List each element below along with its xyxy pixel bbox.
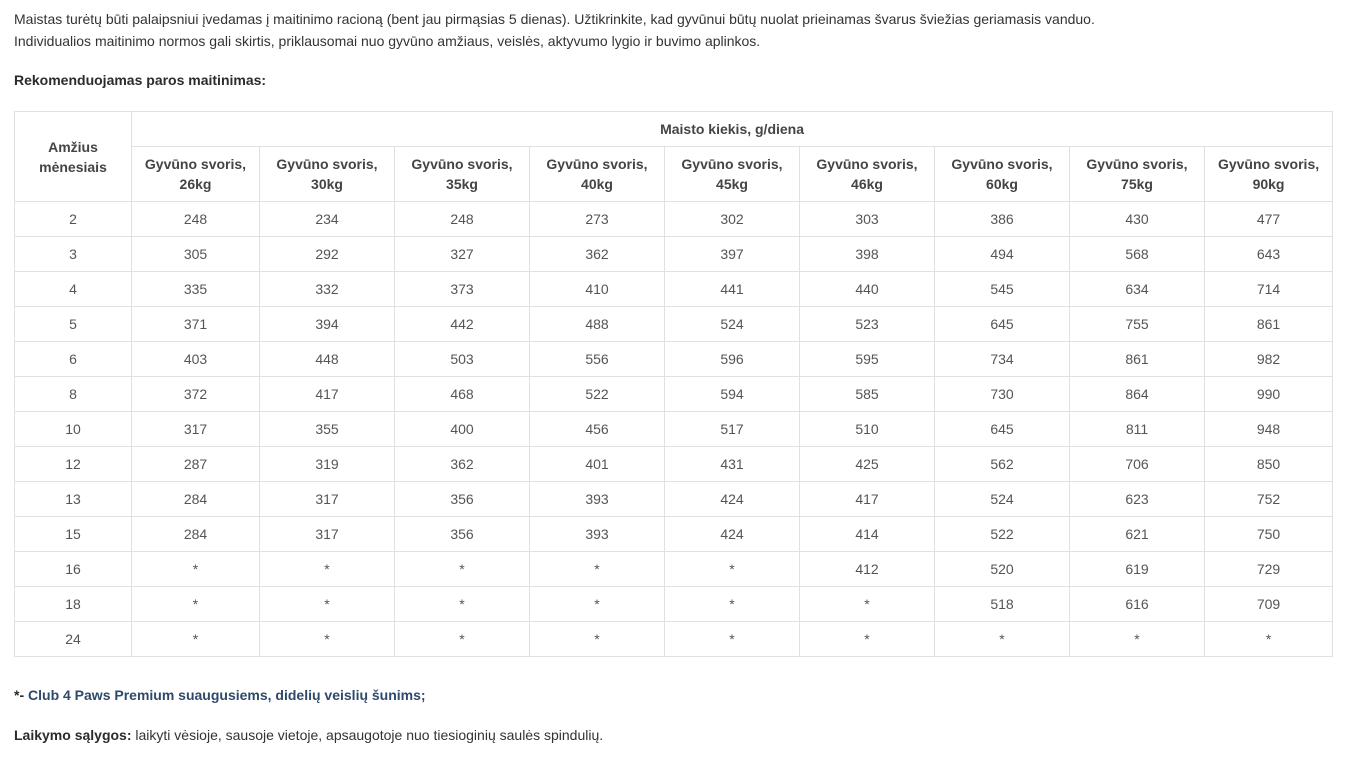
amount-cell: 645	[935, 307, 1070, 342]
amount-cell: 430	[1070, 202, 1205, 237]
table-row	[15, 202, 1333, 237]
amount-cell: 442	[395, 307, 530, 342]
weight-header: Gyvūno svoris, 75kg	[1070, 147, 1205, 202]
amount-cell: 634	[1070, 272, 1205, 307]
amount-cell: 440	[800, 272, 935, 307]
amount-cell: 623	[1070, 482, 1205, 517]
amount-cell: 371	[132, 307, 260, 342]
weight-header: Gyvūno svoris, 46kg	[800, 147, 935, 202]
amount-cell: 284	[132, 517, 260, 552]
age-cell: 12	[15, 447, 132, 482]
age-cell: 13	[15, 482, 132, 517]
weight-header: Gyvūno svoris, 30kg	[260, 147, 395, 202]
amount-cell: 424	[665, 517, 800, 552]
footnote-marker: *-	[14, 687, 25, 703]
amount-cell: 523	[800, 307, 935, 342]
amount-cell: 248	[132, 202, 260, 237]
storage-text: laikyti vėsioje, sausoje vietoje, apsaugotoje nuo tiesioginių saulės spindulių.	[135, 727, 604, 743]
amount-cell: 982	[1205, 342, 1333, 377]
age-cell: 24	[15, 622, 132, 657]
amount-cell: 425	[800, 447, 935, 482]
amount-cell: 403	[132, 342, 260, 377]
footnote	[14, 687, 426, 703]
amount-cell: 441	[665, 272, 800, 307]
group-header: Maisto kiekis, g/diena	[132, 112, 1333, 147]
table-row	[15, 307, 1333, 342]
amount-cell: *	[935, 622, 1070, 657]
age-header: Amžius mėnesiais	[15, 112, 132, 202]
amount-cell: 616	[1070, 587, 1205, 622]
amount-cell: 400	[395, 412, 530, 447]
amount-cell: 448	[260, 342, 395, 377]
amount-cell: 621	[1070, 517, 1205, 552]
amount-cell: 755	[1070, 307, 1205, 342]
amount-cell: *	[132, 622, 260, 657]
age-cell: 8	[15, 377, 132, 412]
amount-cell: 417	[800, 482, 935, 517]
amount-cell: 510	[800, 412, 935, 447]
amount-cell: 373	[395, 272, 530, 307]
amount-cell: 424	[665, 482, 800, 517]
amount-cell: 562	[935, 447, 1070, 482]
amount-cell: 417	[260, 377, 395, 412]
amount-cell: *	[530, 587, 665, 622]
amount-cell: 520	[935, 552, 1070, 587]
weight-header: Gyvūno svoris, 26kg	[132, 147, 260, 202]
amount-cell: 362	[395, 447, 530, 482]
section-title: Rekomenduojamas paros maitinimas:	[14, 72, 267, 88]
amount-cell: 393	[530, 482, 665, 517]
amount-cell: 412	[800, 552, 935, 587]
table-row	[15, 552, 1333, 587]
amount-cell: *	[395, 552, 530, 587]
amount-cell: 568	[1070, 237, 1205, 272]
amount-cell: 752	[1205, 482, 1333, 517]
amount-cell: 585	[800, 377, 935, 412]
table-row	[15, 342, 1333, 377]
amount-cell: 643	[1205, 237, 1333, 272]
amount-cell: 273	[530, 202, 665, 237]
amount-cell: 356	[395, 517, 530, 552]
amount-cell: 317	[260, 517, 395, 552]
amount-cell: 488	[530, 307, 665, 342]
amount-cell: 335	[132, 272, 260, 307]
amount-cell: 503	[395, 342, 530, 377]
amount-cell: 248	[395, 202, 530, 237]
age-cell: 18	[15, 587, 132, 622]
amount-cell: 234	[260, 202, 395, 237]
amount-cell: 305	[132, 237, 260, 272]
amount-cell: 393	[530, 517, 665, 552]
amount-cell: 287	[132, 447, 260, 482]
amount-cell: 595	[800, 342, 935, 377]
amount-cell: 730	[935, 377, 1070, 412]
amount-cell: 468	[395, 377, 530, 412]
table-row	[15, 237, 1333, 272]
age-cell: 15	[15, 517, 132, 552]
amount-cell: *	[1070, 622, 1205, 657]
intro-text	[14, 8, 1095, 52]
table-row	[15, 272, 1333, 307]
table-row	[15, 447, 1333, 482]
table-row	[15, 517, 1333, 552]
amount-cell: 397	[665, 237, 800, 272]
amount-cell: 401	[530, 447, 665, 482]
amount-cell: 372	[132, 377, 260, 412]
weight-header: Gyvūno svoris, 90kg	[1205, 147, 1333, 202]
amount-cell: 524	[935, 482, 1070, 517]
amount-cell: 524	[665, 307, 800, 342]
amount-cell: 714	[1205, 272, 1333, 307]
amount-cell: *	[260, 552, 395, 587]
amount-cell: *	[530, 552, 665, 587]
age-cell: 10	[15, 412, 132, 447]
age-cell: 2	[15, 202, 132, 237]
table-row	[15, 587, 1333, 622]
amount-cell: 362	[530, 237, 665, 272]
footnote-text: Club 4 Paws Premium suaugusiems, didelių veislių šunims;	[28, 687, 426, 703]
amount-cell: 729	[1205, 552, 1333, 587]
intro-line-1: Maistas turėtų būti palaipsniui įvedamas į maitinimo racioną (bent jau pirmąsias 5 dienas). Užtikrinkite, kad gyvūnui būtų nuolat prieinamas švarus šviežias geriamasis vanduo.	[14, 11, 1095, 27]
amount-cell: *	[260, 587, 395, 622]
amount-cell: 410	[530, 272, 665, 307]
amount-cell: 456	[530, 412, 665, 447]
storage-conditions	[14, 727, 603, 743]
amount-cell: 414	[800, 517, 935, 552]
weight-header: Gyvūno svoris, 60kg	[935, 147, 1070, 202]
amount-cell: *	[260, 622, 395, 657]
age-cell: 5	[15, 307, 132, 342]
amount-cell: *	[132, 587, 260, 622]
amount-cell: *	[665, 587, 800, 622]
amount-cell: 317	[260, 482, 395, 517]
amount-cell: 284	[132, 482, 260, 517]
table-row	[15, 377, 1333, 412]
amount-cell: 619	[1070, 552, 1205, 587]
amount-cell: 596	[665, 342, 800, 377]
amount-cell: *	[800, 622, 935, 657]
amount-cell: *	[132, 552, 260, 587]
amount-cell: *	[665, 552, 800, 587]
amount-cell: 864	[1070, 377, 1205, 412]
amount-cell: 394	[260, 307, 395, 342]
amount-cell: 948	[1205, 412, 1333, 447]
amount-cell: 319	[260, 447, 395, 482]
amount-cell: 292	[260, 237, 395, 272]
amount-cell: 594	[665, 377, 800, 412]
amount-cell: *	[530, 622, 665, 657]
amount-cell: 861	[1070, 342, 1205, 377]
amount-cell: 522	[530, 377, 665, 412]
age-cell: 3	[15, 237, 132, 272]
table-row	[15, 412, 1333, 447]
amount-cell: 317	[132, 412, 260, 447]
amount-cell: 518	[935, 587, 1070, 622]
amount-cell: 811	[1070, 412, 1205, 447]
amount-cell: 431	[665, 447, 800, 482]
amount-cell: 356	[395, 482, 530, 517]
intro-line-2: Individualios maitinimo normos gali skirtis, priklausomai nuo gyvūno amžiaus, veislės, aktyvumo lygio ir buvimo aplinkos.	[14, 33, 761, 49]
amount-cell: 706	[1070, 447, 1205, 482]
amount-cell: *	[395, 622, 530, 657]
amount-cell: *	[1205, 622, 1333, 657]
amount-cell: 302	[665, 202, 800, 237]
amount-cell: 850	[1205, 447, 1333, 482]
weight-header: Gyvūno svoris, 40kg	[530, 147, 665, 202]
feeding-table	[14, 111, 1333, 657]
amount-cell: 990	[1205, 377, 1333, 412]
amount-cell: *	[395, 587, 530, 622]
amount-cell: 386	[935, 202, 1070, 237]
amount-cell: 709	[1205, 587, 1333, 622]
amount-cell: 517	[665, 412, 800, 447]
table-row	[15, 482, 1333, 517]
age-cell: 6	[15, 342, 132, 377]
age-cell: 16	[15, 552, 132, 587]
amount-cell: 750	[1205, 517, 1333, 552]
table-row	[15, 622, 1333, 657]
storage-label: Laikymo sąlygos:	[14, 727, 132, 743]
age-cell: 4	[15, 272, 132, 307]
weight-header: Gyvūno svoris, 35kg	[395, 147, 530, 202]
amount-cell: 477	[1205, 202, 1333, 237]
amount-cell: 398	[800, 237, 935, 272]
amount-cell: 355	[260, 412, 395, 447]
amount-cell: 645	[935, 412, 1070, 447]
amount-cell: 522	[935, 517, 1070, 552]
amount-cell: 494	[935, 237, 1070, 272]
amount-cell: 332	[260, 272, 395, 307]
amount-cell: 556	[530, 342, 665, 377]
amount-cell: 861	[1205, 307, 1333, 342]
amount-cell: 327	[395, 237, 530, 272]
amount-cell: *	[800, 587, 935, 622]
amount-cell: 545	[935, 272, 1070, 307]
amount-cell: *	[665, 622, 800, 657]
amount-cell: 303	[800, 202, 935, 237]
weight-header: Gyvūno svoris, 45kg	[665, 147, 800, 202]
amount-cell: 734	[935, 342, 1070, 377]
